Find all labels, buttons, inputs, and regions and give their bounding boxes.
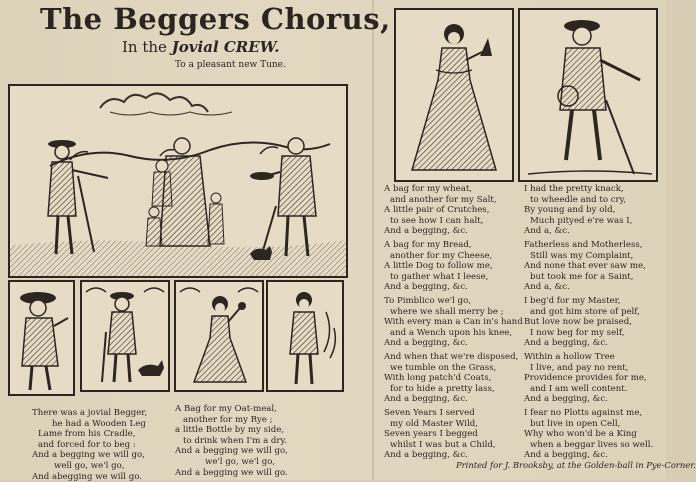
verse-line: Seven Years I served <box>384 408 475 418</box>
right-verse-3 <box>384 240 493 293</box>
refrain-line: And a, &c. <box>524 282 570 293</box>
woodcut-gentleman <box>266 280 344 392</box>
verse-line: A little Dog to follow me, <box>384 261 493 272</box>
verse-line: Much pityed e're was I, <box>530 215 633 226</box>
verse-line: but live in open Cell, <box>530 418 621 429</box>
right-verse-9 <box>384 408 496 461</box>
right-verse-5 <box>384 296 523 349</box>
refrain-line: And a begging, &c. <box>384 338 468 349</box>
right-verse-6 <box>524 296 640 349</box>
verse-line: to drink when I'm a dry. <box>183 435 287 446</box>
verse-line: A bag for my Bread, <box>384 240 472 250</box>
verse-line: I fear no Plotts against me, <box>524 408 643 418</box>
verse-line: when a beggar lives so well. <box>530 439 654 450</box>
woodcut-man-with-dog <box>80 280 170 392</box>
verse-line: I now beg for my self, <box>530 327 625 338</box>
woodcut-lady-art <box>176 282 262 390</box>
ballad-title: The Beggers Chorus, <box>40 2 391 36</box>
refrain-line: And a begging, &c. <box>384 282 468 293</box>
verse-line: With long patch'd Coats, <box>384 373 492 384</box>
verse-line: Still was my Complaint, <box>530 250 634 261</box>
verse-line: another for my Cheese, <box>390 250 493 261</box>
right-verse-10 <box>524 408 653 461</box>
verse-line: and another for my Salt, <box>390 194 497 205</box>
right-verse-2 <box>524 184 632 237</box>
woodcut-beggar-man-art <box>520 10 656 180</box>
verse-line: A bag for my wheat, <box>384 184 473 194</box>
verse-line: my old Master Wild, <box>390 418 479 429</box>
verse-line: whilst I was but a Child, <box>390 439 496 450</box>
verse-line: To Pimblico we'l go, <box>384 296 472 306</box>
refrain-line: well go, we'l go, <box>54 460 125 471</box>
verse-line: Why who won'd be a King <box>524 429 637 440</box>
refrain-line: And abegging we will go. <box>32 471 142 482</box>
refrain-line: And a begging, &c. <box>384 226 468 237</box>
verse-line: to gather what I leese, <box>390 271 489 282</box>
verse-line: A little pair of Crutches, <box>384 205 490 216</box>
verse-line: and a Wench upon his knee, <box>390 327 513 338</box>
refrain-line: And a begging we will go. <box>175 467 288 478</box>
woodcut-cavalier-art <box>10 282 73 394</box>
right-verse-1 <box>384 184 497 237</box>
verse-line: Lame from his Cradle, <box>38 429 136 440</box>
verse-line: Seven years I begged <box>384 429 478 440</box>
ballad-subtitle <box>122 38 279 56</box>
woodcut-beggar-man <box>518 8 658 182</box>
refrain-line: And a begging, &c. <box>524 394 608 405</box>
woodcut-beggars-group-art <box>10 86 346 276</box>
verse-line: I had the pretty knack, <box>524 184 624 194</box>
verse-line: and I am well content. <box>530 383 628 394</box>
verse-line: There was a jovial Begger, <box>32 408 148 418</box>
subtitle-emphasis: Jovial CREW. <box>171 38 280 56</box>
subtitle-prefix: In the <box>122 38 167 56</box>
verse-line: to wheedle and to cry, <box>530 194 627 205</box>
printer-imprint: Printed for J. Brooksby, at the Golden-ball in Pye-Corner. <box>456 460 696 470</box>
refrain-line: And a begging, &c. <box>384 394 468 405</box>
verse-line: and forced for to beg : <box>38 439 136 450</box>
right-verse-7 <box>384 352 518 405</box>
tune-line: To a pleasant new Tune. <box>175 60 286 70</box>
verse-line: a little Bottle by my side, <box>175 425 285 436</box>
verse-line: and got him store of pelf, <box>530 306 640 317</box>
refrain-line: And a begging we will go, <box>175 446 288 457</box>
woodcut-man-with-dog-art <box>82 282 168 390</box>
right-verse-4 <box>524 240 646 293</box>
left-verse-2 <box>175 404 288 478</box>
right-verse-8 <box>524 352 647 405</box>
left-verse-1 <box>32 408 147 482</box>
verse-line: he had a Wooden Leg <box>52 418 146 429</box>
refrain-line: And a begging, &c. <box>524 338 608 349</box>
woodcut-beggar-woman <box>394 8 514 182</box>
verse-line: I live, and pay no rent, <box>530 362 629 373</box>
woodcut-beggars-group <box>8 84 348 278</box>
verse-line: But love now be praised, <box>524 317 632 328</box>
refrain-line: And a begging, &c. <box>384 450 468 461</box>
verse-line: but took me for a Saint, <box>530 271 634 282</box>
woodcut-beggar-woman-art <box>396 10 512 180</box>
verse-line: to see how I can halt, <box>390 215 484 226</box>
verse-line: Within a hollow Tree <box>524 352 615 362</box>
verse-line: I beg'd for my Master, <box>524 296 621 306</box>
verse-line: With every man a Can in's hand <box>384 317 523 328</box>
verse-line: for to hide a pretty lass, <box>390 383 495 394</box>
refrain-line: we'l go, we'l go, <box>205 456 276 467</box>
woodcut-gentleman-art <box>268 282 342 390</box>
verse-line: Fatherless and Motherless, <box>524 240 643 250</box>
verse-line: A Bag for my Oat-meal, <box>175 404 277 414</box>
verse-line: By young and by old, <box>524 205 616 216</box>
woodcut-lady <box>174 280 264 392</box>
center-fold <box>372 0 374 480</box>
refrain-line: And a, &c. <box>524 226 570 237</box>
refrain-line: And a begging we will go, <box>32 450 145 461</box>
woodcut-cavalier <box>8 280 75 396</box>
verse-line: And none that ever saw me, <box>524 261 646 272</box>
verse-line: another for my Rye ; <box>183 414 273 425</box>
verse-line: we tumble on the Grass, <box>390 362 497 373</box>
verse-line: where we shall merry be ; <box>390 306 504 317</box>
verse-line: Providence provides for me, <box>524 373 647 384</box>
refrain-line: And a begging, &c. <box>524 450 608 461</box>
verse-line: And when that we're disposed, <box>384 352 519 362</box>
